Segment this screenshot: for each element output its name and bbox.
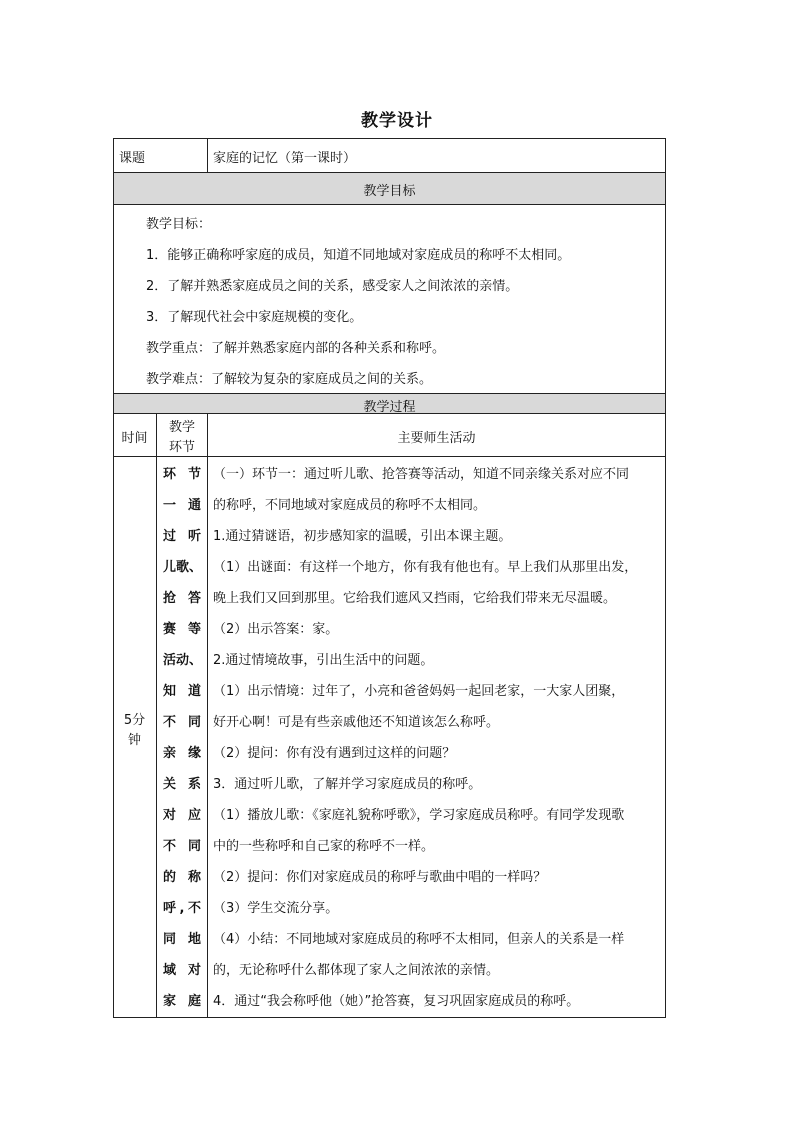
objective-3: 3．了解现代社会中家庭规模的变化。	[146, 310, 363, 325]
activity-line: 1.通过猜谜语，初步感知家的温暖，引出本课主题。	[213, 529, 512, 544]
segment-line: 对应	[163, 808, 201, 823]
activity-line: （1）出谜面：有这样一个地方，你有我有他也有。早上我们从那里出发，	[213, 560, 638, 575]
document-title: 教学设计	[361, 111, 433, 131]
column-header-activity: 主要师生活动	[397, 431, 476, 446]
objectives-header: 教学目标	[363, 184, 416, 199]
activity-line: 的，无论称呼什么都体现了家人之间浓浓的亲情。	[213, 963, 500, 978]
segment-line: 呼,不	[163, 901, 201, 916]
activity-line: （2）出示答案：家。	[213, 622, 339, 637]
lesson-plan-table	[113, 138, 666, 1018]
activity-line: 的称呼，不同地域对家庭成员的称呼不太相同。	[213, 498, 487, 513]
activity-line: （1）播放儿歌：《家庭礼貌称呼歌》，学习家庭成员称呼。有同学发现歌	[213, 808, 625, 823]
activity-line: 晚上我们又回到那里。它给我们遮风又挡雨，它给我们带来无尽温暖。	[213, 591, 617, 606]
activity-line: （3）学生交流分享。	[213, 901, 339, 916]
objective-1: 1．能够正确称呼家庭的成员，知道不同地域对家庭成员的称呼不太相同。	[146, 248, 571, 263]
segment-line: 亲缘	[163, 746, 201, 761]
objectives-intro: 教学目标：	[146, 217, 212, 232]
activity-line: 4．通过“我会称呼他（她）”抢答赛，复习巩固家庭成员的称呼。	[213, 994, 580, 1009]
segment-column	[157, 138, 207, 1018]
segment-line: 同地	[163, 932, 201, 947]
segment-line: 一通	[163, 498, 201, 513]
segment-line: 知道	[163, 684, 201, 699]
column-header-time: 时间	[121, 431, 148, 446]
segment-line: 家庭	[163, 994, 201, 1009]
activity-line: （4）小结：不同地域对家庭成员的称呼不太相同，但亲人的关系是一样	[213, 932, 625, 947]
segment-line: 抢答	[163, 591, 201, 606]
segment-line: 赛等	[163, 622, 201, 637]
segment-line: 域对	[163, 963, 201, 978]
lesson-label: 课题	[119, 151, 146, 166]
lesson-title: 家庭的记忆（第一课时）	[213, 151, 357, 166]
difficult-point: 教学难点：了解较为复杂的家庭成员之间的关系。	[146, 372, 433, 387]
activity-line: 3．通过听儿歌，了解并学习家庭成员的称呼。	[213, 777, 482, 792]
process-header: 教学过程	[363, 400, 416, 415]
activity-line: 2.通过情境故事，引出生活中的问题。	[213, 653, 434, 668]
activity-line: （2）提问：你有没有遇到过这样的问题？	[213, 746, 456, 761]
key-point: 教学重点：了解并熟悉家庭内部的各种关系和称呼。	[146, 341, 446, 356]
segment-line: 关系	[163, 777, 201, 792]
time-value-line1: 5分	[123, 713, 146, 728]
segment-line: 过听	[163, 529, 201, 544]
segment-line: 的称	[163, 870, 201, 885]
activity-line: （2）提问：你们对家庭成员的称呼与歌曲中唱的一样吗？	[213, 870, 547, 885]
activity-line: （一）环节一：通过听儿歌、抢答赛等活动，知道不同亲缘关系对应不同	[213, 467, 630, 482]
activity-line: 中的一些称呼和自己家的称呼不一样。	[213, 839, 435, 854]
column-header-segment-line1: 教学	[168, 420, 195, 435]
activity-line: （1）出示情境：过年了，小亮和爸爸妈妈一起回老家，一大家人团聚，	[213, 684, 625, 699]
segment-line: 活动、	[163, 653, 203, 668]
segment-line: 不同	[163, 715, 201, 730]
time-value-line2: 钟	[127, 733, 141, 748]
column-header-segment-line2: 环节	[168, 440, 195, 455]
segment-line: 不同	[163, 839, 201, 854]
segment-line: 儿歌、	[163, 560, 203, 575]
activity-line: 好开心啊！可是有些亲戚他还不知道该怎么称呼。	[213, 715, 500, 730]
segment-line: 环节	[163, 467, 201, 482]
objective-2: 2．了解并熟悉家庭成员之间的关系，感受家人之间浓浓的亲情。	[146, 279, 519, 294]
